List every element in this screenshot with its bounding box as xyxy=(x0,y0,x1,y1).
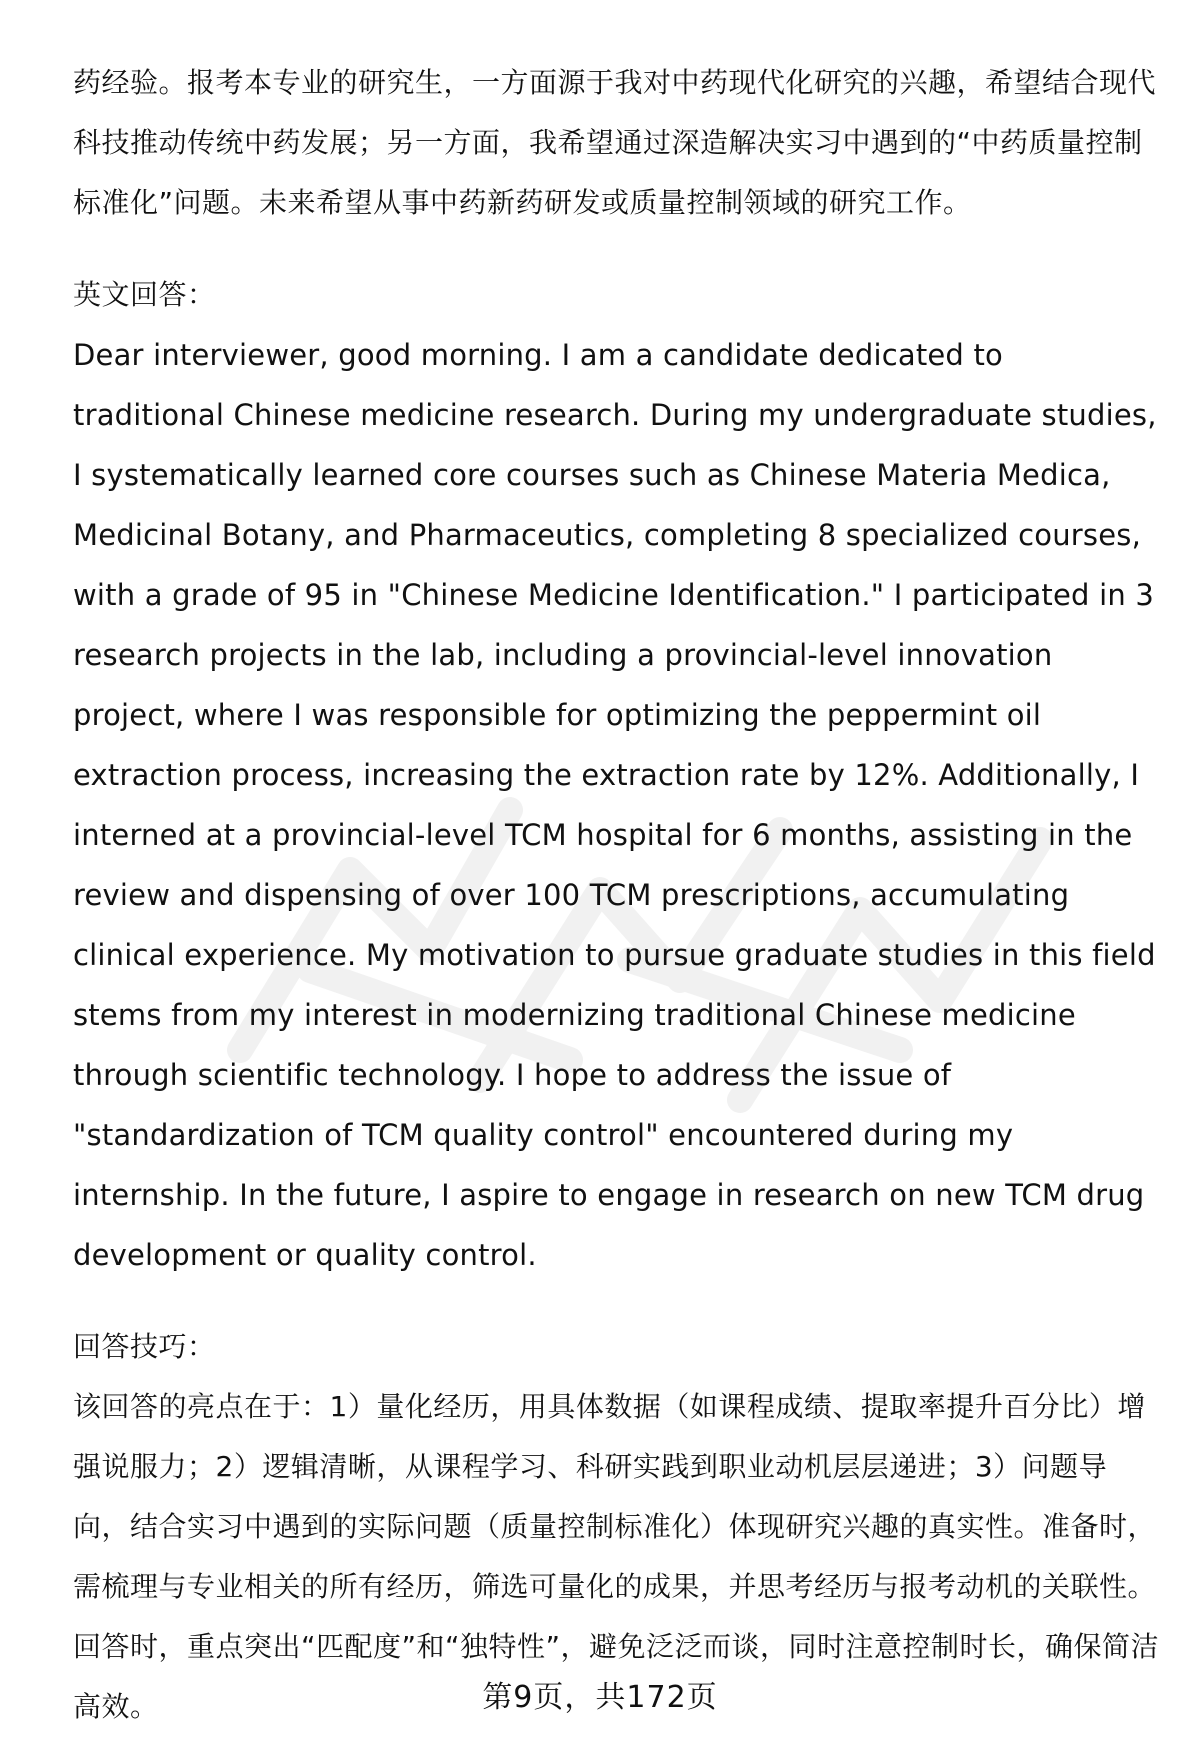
tips-paragraph: 该回答的亮点在于：1）量化经历，用具体数据（如课程成绩、提取率提升百分比）增强说服力；2）逻辑清晰，从课程学习、科研实践到职业动机层层递进；3）问题导向，结合实习中遇到的实际问题（质量控制标准化）体现研究兴趣的真实性。准备时，需梳理与专业相关的所有经历，筛选可量化的成果，并思考经历与报考动机的关联性。回答时，重点突出“匹配度”和“独特性”，避免泛泛而谈，同时注意控制时长，确保简洁高效。 xyxy=(73,1390,1160,1723)
intro-paragraph: 药经验。报考本专业的研究生，一方面源于我对中药现代化研究的兴趣，希望结合现代科技推动传统中药发展；另一方面，我希望通过深造解决实习中遇到的“中药质量控制标准化”问题。未来希望从事中药新药研发或质量控制领域的研究工作。 xyxy=(73,66,1157,219)
page-number: 第9页，共172页 xyxy=(482,1680,718,1715)
spacer xyxy=(73,1285,1163,1317)
english-answer-text: Dear interviewer, good morning. I am a candidate dedicated to traditional Chinese medicine research. During my undergraduate studies, I systematically learned core courses such as Chinese Materia Medica, Medicinal Botany, and Pharmaceutics, completing 8 specialized courses, with a grade of 95 in "Chinese Medicine Identification." I participated in 3 research projects in the lab, including a provincial-level innovation project, where I was responsible for optimizing the peppermint oil extraction process, increasing the extraction rate by 12%. Additionally, I interned at a provincial-level TCM hospital for 6 months, assisting in the review and dispensing of over 100 TCM prescriptions, accumulating clinical experience. My motivation to pursue graduate studies in this field stems from my interest in modernizing traditional Chinese medicine through scientific technology. I hope to address the issue of "standardization of TCM quality control" encountered during my internship. In the future, I aspire to engage in research on new TCM drug development or quality control. xyxy=(73,338,1167,1272)
english-answer-heading: 英文回答： xyxy=(73,278,216,311)
spacer xyxy=(73,233,1163,265)
document-body xyxy=(73,53,1167,1737)
tips-heading: 回答技巧： xyxy=(73,1330,216,1363)
